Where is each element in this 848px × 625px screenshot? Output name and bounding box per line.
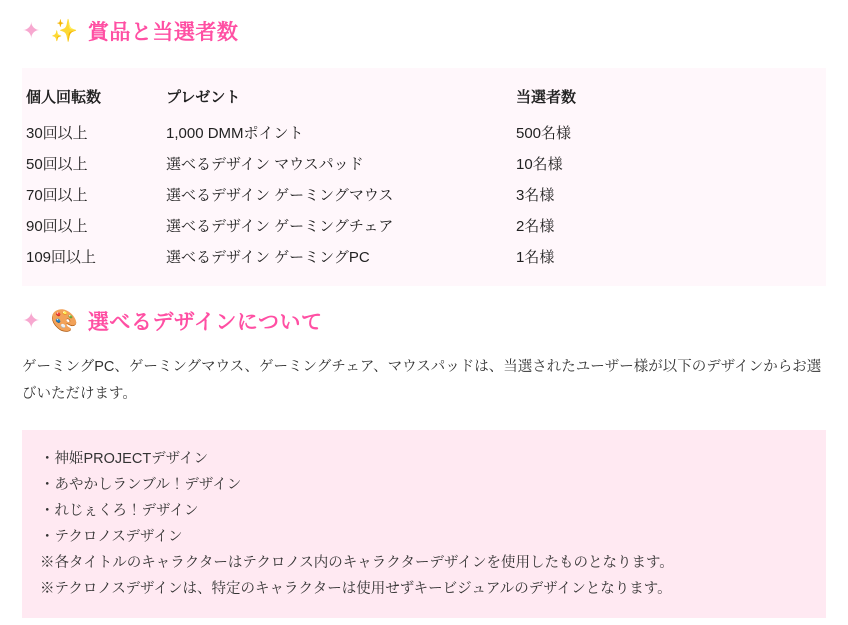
cell-prize: 1,000 DMMポイント: [166, 125, 304, 142]
palette-emoji-icon: 🎨: [50, 308, 78, 333]
cell-prize: 選べるデザイン ゲーミングチェア: [166, 218, 394, 235]
sparkles-emoji-icon: ✨: [50, 18, 78, 43]
cell-spins: 109回以上: [26, 249, 97, 266]
cell-prize: 選べるデザイン ゲーミングマウス: [166, 187, 394, 204]
cell-winners: 2名様: [516, 218, 555, 235]
table-row: [22, 210, 826, 241]
header-spins: 個人回転数: [26, 89, 102, 106]
cell-prize: 選べるデザイン ゲーミングPC: [166, 249, 370, 266]
cell-winners: 500名様: [516, 125, 572, 142]
sparkle-icon: ✦: [22, 18, 41, 43]
cell-winners: 1名様: [516, 249, 555, 266]
prize-table-body: [22, 117, 826, 272]
list-item: ・あやかしランブル！デザイン: [40, 476, 242, 493]
sparkle-icon: ✦: [22, 308, 41, 333]
cell-winners: 3名様: [516, 187, 555, 204]
cell-winners: 10名様: [516, 156, 563, 173]
cell-spins: 30回以上: [26, 125, 88, 142]
section-heading-prizes: [0, 0, 848, 46]
table-header-row: [22, 82, 826, 117]
cell-prize: 選べるデザイン マウスパッド: [166, 156, 364, 173]
prize-table: [22, 82, 826, 272]
cell-spins: 50回以上: [26, 156, 88, 173]
header-prize: プレゼント: [166, 89, 241, 106]
table-row: [22, 179, 826, 210]
table-row: [22, 241, 826, 272]
prize-table-container: [22, 68, 826, 286]
cell-spins: 90回以上: [26, 218, 88, 235]
table-row: [22, 117, 826, 148]
designs-title: 選べるデザインについて: [87, 311, 323, 334]
cell-spins: 70回以上: [26, 187, 88, 204]
list-item: ・テクロノスデザイン: [40, 528, 183, 545]
prizes-title: 賞品と当選者数: [87, 21, 239, 44]
designs-paragraph: ゲーミングPC、ゲーミングマウス、ゲーミングチェア、マウスパッドは、当選されたユーザー様が以下のデザインからお選びいただけます。: [22, 359, 822, 402]
list-item: ・れじぇくろ！デザイン: [40, 502, 199, 519]
list-item: ・神姫PROJECTデザイン: [40, 450, 209, 467]
design-list-box: [22, 430, 826, 619]
header-winners: 当選者数: [516, 89, 577, 106]
table-row: [22, 148, 826, 179]
prize-table-head: [22, 82, 826, 117]
list-note: ※テクロノスデザインは、特定のキャラクターは使用せずキービジュアルのデザインとなります。: [40, 581, 672, 598]
list-note: ※各タイトルのキャラクターはテクロノス内のキャラクターデザインを使用したものとなります。: [40, 555, 674, 571]
section-heading-designs: [0, 286, 848, 336]
